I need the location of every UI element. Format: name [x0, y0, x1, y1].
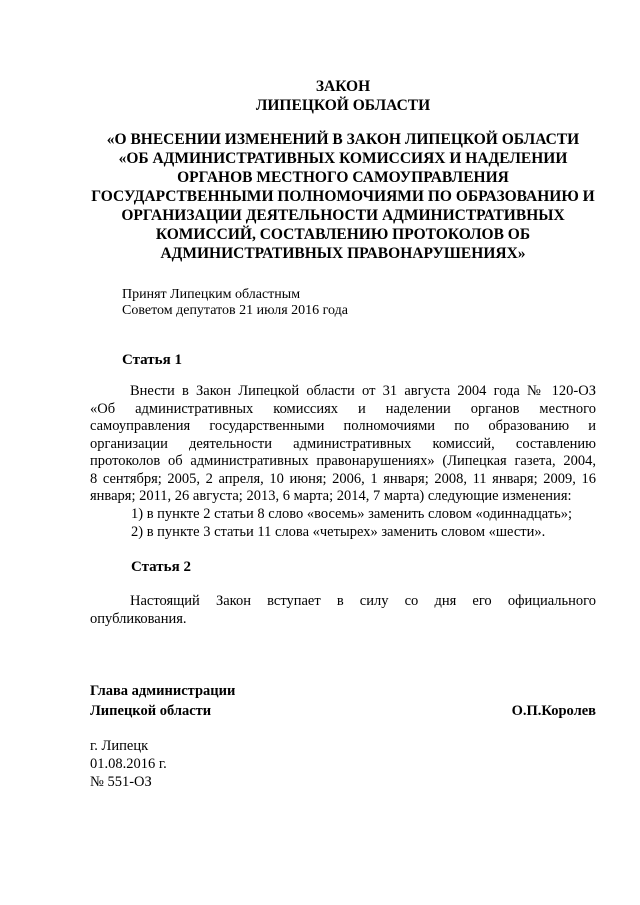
- article-1-heading: Статья 1: [122, 352, 182, 368]
- signature-block: [90, 681, 596, 721]
- law-number: № 551-ОЗ: [90, 774, 152, 790]
- subtitle-line: ОРГАНИЗАЦИИ ДЕЯТЕЛЬНОСТИ АДМИНИСТРАТИВНЫХ: [121, 207, 565, 224]
- paragraph-line: организации деятельности административных комиссий, составлению: [90, 435, 596, 452]
- amendment-item: 2) в пункте 3 статьи 11 слова «четырех» заменить словом «шести».: [131, 524, 546, 540]
- article-1-text: [90, 383, 596, 506]
- subtitle-line: АДМИНИСТРАТИВНЫХ ПРАВОНАРУШЕНИЯХ»: [160, 245, 526, 262]
- article-2-text: [90, 593, 596, 628]
- amendment-item: 1) в пункте 2 статьи 8 слово «восемь» заменить словом «одиннадцать»;: [131, 506, 573, 522]
- subtitle-line: ГОСУДАРСТВЕННЫМИ ПОЛНОМОЧИЯМИ ПО ОБРАЗОВАНИЮ И: [91, 188, 595, 205]
- paragraph-line: опубликования.: [90, 610, 187, 627]
- signatory-name: О.П.Королев: [511, 703, 596, 719]
- adoption-line: Принят Липецким областным: [122, 287, 301, 302]
- law-region-line: ЛИПЕЦКОЙ ОБЛАСТИ: [255, 97, 431, 114]
- law-subtitle: [60, 130, 626, 263]
- paragraph-line: самоуправления государственными полномочиями по образованию и: [90, 418, 596, 434]
- paragraph-line: «Об административных комиссиях и наделении органов местного: [90, 400, 596, 417]
- subtitle-line: «О ВНЕСЕНИИ ИЗМЕНЕНИЙ В ЗАКОН ЛИПЕЦКОЙ ОБЛАСТИ: [106, 131, 580, 148]
- law-title: [60, 77, 626, 115]
- subtitle-line: КОМИССИЙ, СОСТАВЛЕНИЮ ПРОТОКОЛОВ ОБ: [155, 226, 531, 243]
- law-title-line: ЗАКОН: [315, 78, 371, 95]
- paragraph-line: протоколов об административных правонарушениях» (Липецкая газета, 2004,: [90, 453, 596, 469]
- paragraph-line: января; 2011, 26 августа; 2013, 6 марта; 2014, 7 марта) следующие изменения:: [90, 488, 572, 504]
- city: г. Липецк: [90, 738, 149, 754]
- paragraph-line: Внести в Закон Липецкой области от 31 августа 2004 года № 120-ОЗ: [130, 383, 596, 399]
- signatory-region: Липецкой области: [90, 703, 212, 719]
- adoption-note: [122, 287, 348, 319]
- signatory-position: Глава администрации: [90, 683, 236, 699]
- subtitle-line: «ОБ АДМИНИСТРАТИВНЫХ КОМИССИЯХ И НАДЕЛЕНИИ: [118, 150, 568, 167]
- signing-date: 01.08.2016 г.: [90, 756, 167, 772]
- subtitle-line: ОРГАНОВ МЕСТНОГО САМОУПРАВЛЕНИЯ: [177, 169, 509, 186]
- paragraph-line: Настоящий Закон вступает в силу со дня его официального: [130, 593, 596, 609]
- article-2-heading: Статья 2: [131, 559, 191, 575]
- adoption-line: Советом депутатов 21 июля 2016 года: [122, 303, 348, 318]
- place-date-block: [90, 737, 167, 791]
- paragraph-line: 8 сентября; 2005, 2 апреля, 10 июня; 2006, 1 января; 2008, 11 января; 2009, 16: [90, 470, 596, 487]
- amendment-list: [131, 505, 572, 541]
